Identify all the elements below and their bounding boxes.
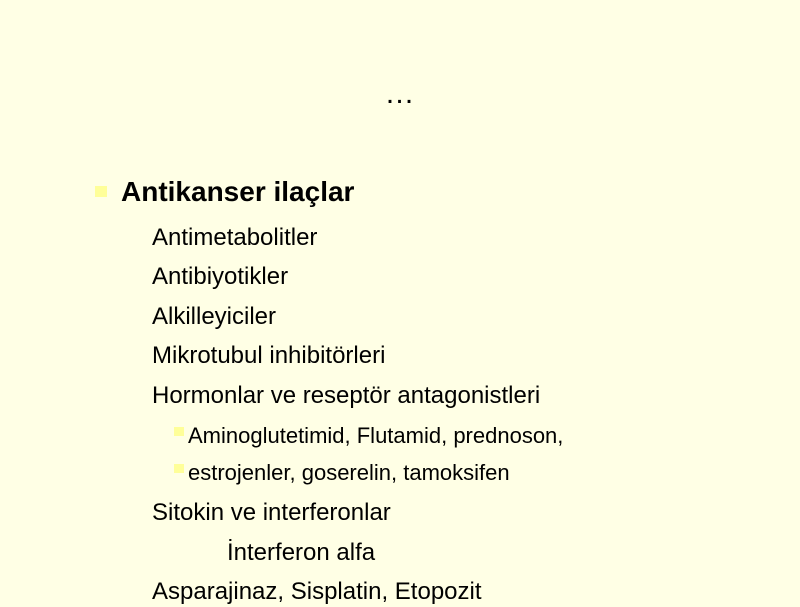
sub-bullet-square-icon — [174, 464, 184, 473]
list-item-asparajinaz: Asparajinaz, Sisplatin, Etopozit — [152, 578, 482, 605]
list-item-alkilleyiciler: Alkilleyiciler — [152, 303, 277, 330]
list-item-antimetabolitler: Antimetabolitler — [152, 224, 318, 251]
bullet-square-icon — [95, 186, 107, 197]
sub-bullet-square-icon — [174, 427, 184, 436]
list-item-mikrotubul: Mikrotubul inhibitörleri — [152, 342, 386, 369]
sub-list-item-interferon: İnterferon alfa — [227, 539, 376, 566]
list-item-hormonlar: Hormonlar ve reseptör antagonistleri — [152, 382, 541, 409]
sub-list-item-aminoglutetimid: Aminoglutetimid, Flutamid, prednoson, — [188, 423, 564, 448]
list-heading: Antikanser ilaçlar — [121, 176, 355, 207]
slide-title: … — [384, 77, 416, 110]
sub-list-item-estrojenler: estrojenler, goserelin, tamoksifen — [188, 460, 510, 485]
list-item-antibiyotikler: Antibiyotikler — [152, 263, 289, 290]
list-item-sitokin: Sitokin ve interferonlar — [152, 499, 391, 526]
